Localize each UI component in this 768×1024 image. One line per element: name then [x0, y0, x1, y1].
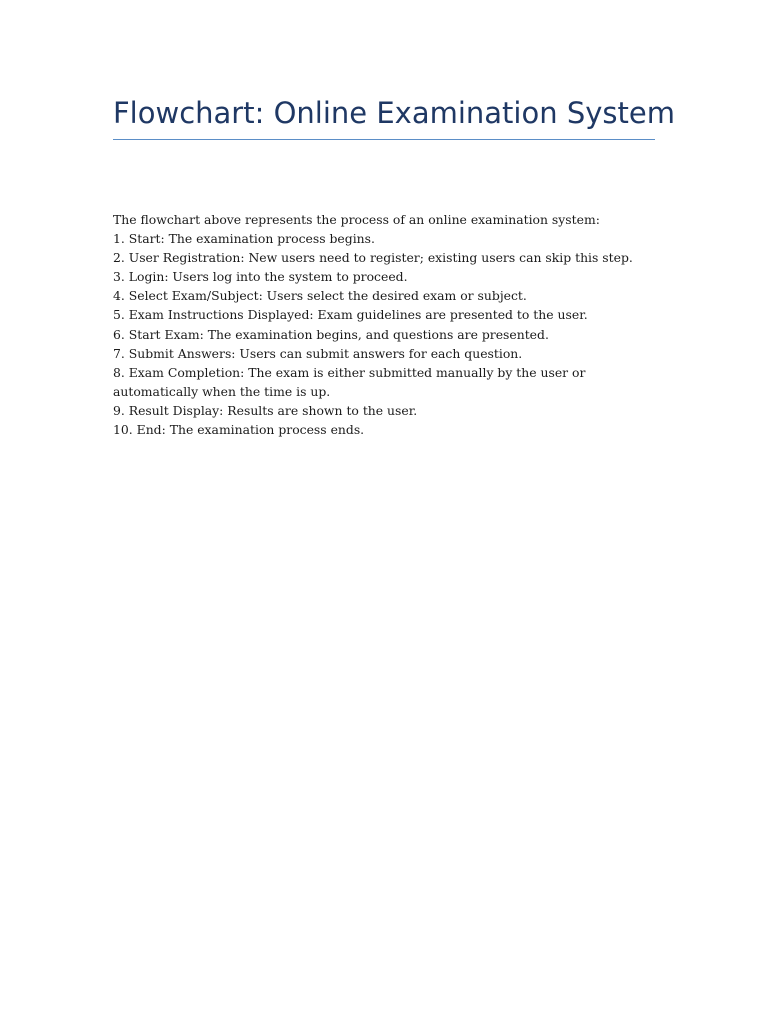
- step-item: 5. Exam Instructions Displayed: Exam guidelines are presented to the user.: [113, 307, 588, 323]
- intro-paragraph: The flowchart above represents the process of an online examination system:: [113, 212, 600, 227]
- step-item: 4. Select Exam/Subject: Users select the desired exam or subject.: [113, 288, 527, 304]
- title-underline: [113, 139, 655, 140]
- step-item: 2. User Registration: New users need to register; existing users can skip this step.: [113, 250, 633, 266]
- page-title: Flowchart: Online Examination System: [113, 96, 675, 130]
- step-item: 1. Start: The examination process begins.: [113, 231, 375, 247]
- document-body: [113, 210, 653, 439]
- step-item: 7. Submit Answers: Users can submit answers for each question.: [113, 345, 523, 361]
- step-item: 8. Exam Completion: The exam is either submitted manually by the user or automatically when the time is up.: [113, 364, 586, 399]
- step-item: 10. End: The examination process ends.: [113, 422, 365, 438]
- step-item: 9. Result Display: Results are shown to the user.: [113, 402, 418, 418]
- step-item: 6. Start Exam: The examination begins, and questions are presented.: [113, 326, 549, 342]
- step-item: 3. Login: Users log into the system to proceed.: [113, 269, 408, 285]
